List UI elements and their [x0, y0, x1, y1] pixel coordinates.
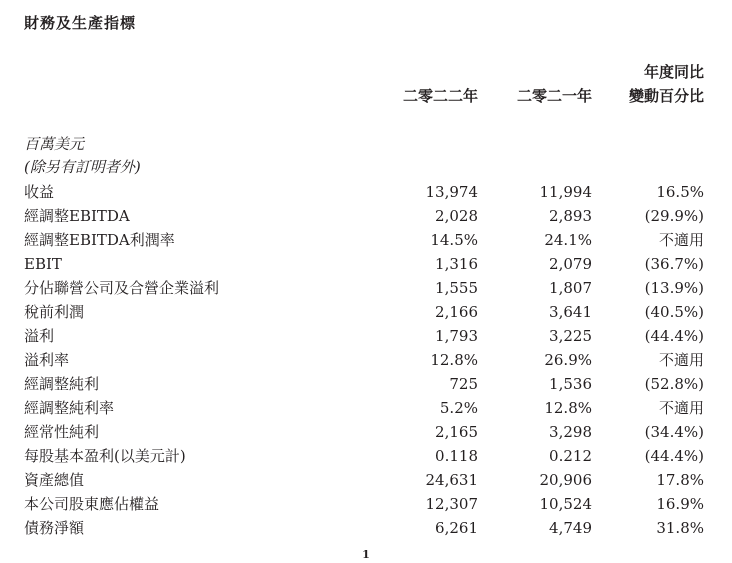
- table-row: [0, 348, 732, 372]
- value-2021: 3,225: [549, 327, 592, 345]
- value-2021: 2,893: [549, 207, 592, 225]
- financial-table: [0, 180, 732, 540]
- value-2022: 2,028: [435, 207, 478, 225]
- table-row: [0, 516, 732, 540]
- value-2021: 26.9%: [544, 351, 592, 369]
- row-label: 債務淨額: [24, 519, 85, 537]
- unit-note-qualifier: (除另有訂明者外): [24, 158, 141, 176]
- value-yoy-change: 不適用: [658, 351, 704, 369]
- column-header-yoy-line2: 變動百分比: [628, 87, 704, 105]
- value-2021: 3,641: [549, 303, 592, 321]
- value-yoy-change: (44.4%): [644, 447, 704, 465]
- value-yoy-change: 16.9%: [656, 495, 704, 513]
- value-2021: 1,807: [549, 279, 592, 297]
- value-2021: 11,994: [539, 183, 592, 201]
- table-row: [0, 444, 732, 468]
- value-yoy-change: (40.5%): [644, 303, 704, 321]
- row-label: 經調整純利: [24, 375, 100, 393]
- row-label: 收益: [24, 183, 55, 201]
- table-row: [0, 228, 732, 252]
- value-yoy-change: (44.4%): [644, 327, 704, 345]
- page-number: 1: [362, 548, 370, 561]
- value-yoy-change: 31.8%: [656, 519, 704, 537]
- value-2021: 1,536: [549, 375, 592, 393]
- value-yoy-change: 不適用: [658, 399, 704, 417]
- value-2021: 3,298: [549, 423, 592, 441]
- table-row: [0, 180, 732, 204]
- value-2021: 12.8%: [544, 399, 592, 417]
- value-2021: 24.1%: [544, 231, 592, 249]
- value-2021: 2,079: [549, 255, 592, 273]
- value-2021: 4,749: [549, 519, 592, 537]
- table-row: [0, 252, 732, 276]
- row-label: 經調整EBITDA: [24, 207, 130, 225]
- value-yoy-change: 17.8%: [656, 471, 704, 489]
- column-header-yoy: [596, 60, 704, 108]
- value-2021: 20,906: [539, 471, 592, 489]
- table-row: [0, 324, 732, 348]
- row-label: 本公司股東應佔權益: [24, 495, 160, 513]
- row-label: 分佔聯營公司及合營企業溢利: [24, 279, 220, 297]
- row-label: 每股基本盈利(以美元計): [24, 447, 186, 465]
- unit-note: 百萬美元: [24, 135, 85, 153]
- value-2022: 13,974: [425, 183, 478, 201]
- row-label: 溢利: [24, 327, 55, 345]
- column-header-2021: 二零二一年: [516, 87, 592, 105]
- table-row: [0, 468, 732, 492]
- table-row: [0, 204, 732, 228]
- value-2022: 1,316: [435, 255, 478, 273]
- column-header-2022: 二零二二年: [402, 87, 478, 105]
- row-label: 經調整EBITDA利潤率: [24, 231, 175, 249]
- table-row: [0, 492, 732, 516]
- table-row: [0, 372, 732, 396]
- row-label: 稅前利潤: [24, 303, 85, 321]
- table-row: [0, 420, 732, 444]
- value-2022: 24,631: [425, 471, 478, 489]
- row-label: EBIT: [24, 255, 62, 273]
- value-yoy-change: 16.5%: [656, 183, 704, 201]
- value-yoy-change: (36.7%): [644, 255, 704, 273]
- row-label: 資產總值: [24, 471, 85, 489]
- value-yoy-change: (34.4%): [644, 423, 704, 441]
- row-label: 經調整純利率: [24, 399, 115, 417]
- value-2022: 6,261: [435, 519, 478, 537]
- value-2021: 10,524: [539, 495, 592, 513]
- table-row: [0, 300, 732, 324]
- value-2022: 1,793: [435, 327, 478, 345]
- value-2022: 12.8%: [430, 351, 478, 369]
- table-row: [0, 396, 732, 420]
- table-row: [0, 276, 732, 300]
- value-2022: 5.2%: [439, 399, 478, 417]
- value-2022: 1,555: [435, 279, 478, 297]
- value-2022: 725: [449, 375, 478, 393]
- value-2022: 12,307: [425, 495, 478, 513]
- row-label: 溢利率: [24, 351, 70, 369]
- column-header-yoy-line1: 年度同比: [643, 63, 704, 81]
- row-label: 經常性純利: [24, 423, 100, 441]
- value-2022: 2,166: [435, 303, 478, 321]
- value-2022: 0.118: [435, 447, 478, 465]
- value-2022: 2,165: [435, 423, 478, 441]
- value-2022: 14.5%: [430, 231, 478, 249]
- value-yoy-change: (29.9%): [644, 207, 704, 225]
- section-title: 財務及生產指標: [24, 14, 137, 32]
- value-yoy-change: 不適用: [658, 231, 704, 249]
- value-yoy-change: (13.9%): [644, 279, 704, 297]
- value-2021: 0.212: [549, 447, 592, 465]
- value-yoy-change: (52.8%): [644, 375, 704, 393]
